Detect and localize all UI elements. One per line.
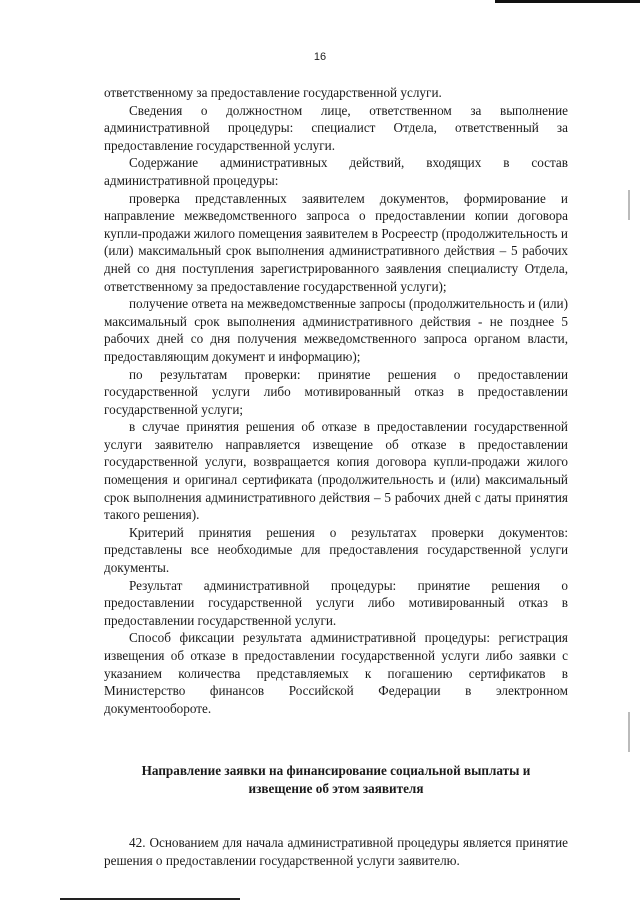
paragraph: проверка представленных заявителем документов, формирование и направление межведомственного запроса о предоставлении копии договора купли-продажи жилого помещения заявителем в Росреестр (продолжительность и (или) максимальный срок выполнения административного действия – 5 рабочих дней со дня поступления зарегистрированного заявления специалисту Отдела, ответственному за предоставление государственной услуги); xyxy=(104,190,568,294)
section-heading-line: Направление заявки на финансирование социальной выплаты и xyxy=(141,763,531,778)
section-heading xyxy=(104,762,568,797)
scan-edge-top xyxy=(495,0,640,3)
paragraph: Критерий принятия решения о результатах проверки документов: представлены все необходимые для предоставления государственной услуги документы. xyxy=(104,524,568,576)
document-body xyxy=(104,84,568,717)
paragraph: Способ фиксации результата административной процедуры: регистрация извещения об отказе в предоставлении государственной услуги либо заявки с указанием количества представляемых к погашению сертификатов в Министерство финансов Российской Федерации в электронном документообороте. xyxy=(104,630,568,716)
scan-speck xyxy=(628,712,630,752)
page-number: 16 xyxy=(313,51,327,63)
paragraph: Содержание административных действий, входящих в состав административной процедуры: xyxy=(104,155,568,188)
scan-speck xyxy=(628,190,630,220)
paragraph: получение ответа на межведомственные запросы (продолжительность и (или) максимальный срок выполнения административного действия - не позднее 5 рабочих дней со дня получения межведомственного запроса органом власти, предоставляющим документ и информацию); xyxy=(104,296,568,364)
paragraph: ответственному за предоставление государственной услуги. xyxy=(104,85,442,100)
paragraph: по результатам проверки: принятие решения о предоставлении государственной услуги либо мотивированный отказ в предоставлении государственной услуги; xyxy=(104,366,568,417)
paragraph: Сведения о должностном лице, ответственном за выполнение административной процедуры: специалист Отдела, ответственный за предоставление государственной услуги. xyxy=(104,102,568,153)
scan-edge-bottom xyxy=(60,898,240,900)
paragraph: Результат административной процедуры: принятие решения о предоставлении государственной услуги либо мотивированный отказ в предоставлении государственной услуги. xyxy=(104,577,568,628)
paragraph-42: 42. Основанием для начала административной процедуры является принятие решения о предоставлении государственной услуги заявителю. xyxy=(104,835,568,868)
section-heading-line: извещение об этом заявителя xyxy=(248,780,424,796)
paragraph: в случае принятия решения об отказе в предоставлении государственной услуги заявителю направляется извещение об отказе в предоставлении государственной услуги, возвращается копия договора купли-продажи жилого помещения и оригинал сертификата (продолжительность и (или) максимальный срок выполнения административного действия – 5 рабочих дней с даты принятия такого решения). xyxy=(104,419,568,523)
